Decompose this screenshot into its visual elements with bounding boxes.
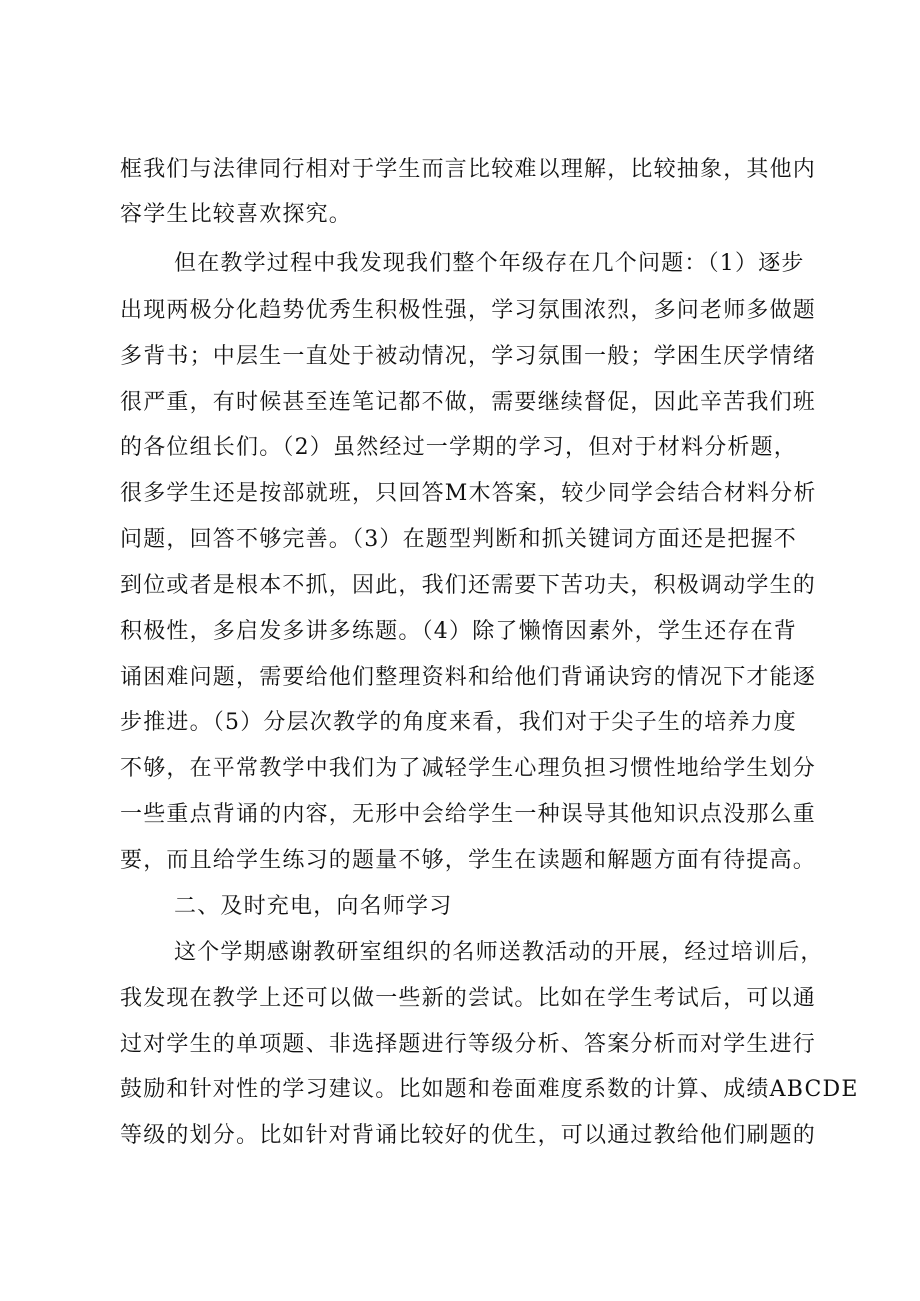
text-line: 步推进。（5）分层次教学的角度来看，我们对于尖子生的培养力度 [120,710,797,735]
text-line: 一些重点背诵的内容，无形中会给学生一种误导其他知识点没那么重 [120,802,817,827]
text-line: 鼓励和针对性的学习建议。比如题和卷面难度系数的计算、成绩ABCDE [120,1077,859,1102]
text-line: 框我们与法律同行相对于学生而言比较难以理解，比较抽象，其他内 [120,157,817,182]
text-line: 很严重，有时候甚至连笔记都不做，需要继续督促，因此辛苦我们班 [120,390,817,415]
text-line: 问题，回答不够完善。（3）在题型判断和抓关键词方面还是把握不 [120,527,797,552]
text-line: 很多学生还是按部就班，只回答M木答案，较少同学会结合材料分析 [120,481,817,506]
text-line: 等级的划分。比如针对背诵比较好的优生，可以通过教给他们刷题的 [120,1123,817,1148]
text-line: 我发现在教学上还可以做一些新的尝试。比如在学生考试后，可以通 [120,986,817,1011]
text-line: 诵困难问题，需要给他们整理资料和给他们背诵诀窍的情况下才能逐 [120,665,817,690]
text-line: 容学生比较喜欢探究。 [120,202,353,227]
text-line: 出现两极分化趋势优秀生积极性强，学习氛围浓烈，多问老师多做题 [120,298,817,323]
section-heading: 二、及时充电，向名师学习 [174,894,453,919]
text-line: 过对学生的单项题、非选择题进行等级分析、答案分析而对学生进行 [120,1032,817,1057]
text-line: 多背书；中层生一直处于被动情况，学习氛围一般；学困生厌学情绪 [120,344,817,369]
text-line: 到位或者是根本不抓，因此，我们还需要下苦功夫，积极调动学生的 [120,573,817,598]
text-line: 的各位组长们。（2）虽然经过一学期的学习，但对于材料分析题， [120,435,797,460]
paragraph-start-line: 但在教学过程中我发现我们整个年级存在几个问题：（1）逐步 [174,251,805,276]
paragraph-start-line: 这个学期感谢教研室组织的名师送教活动的开展，经过培训后， [174,940,824,965]
text-line: 积极性，多启发多讲多练题。（4）除了懒惰因素外，学生还存在背 [120,619,797,644]
text-line: 要，而且给学生练习的题量不够，学生在读题和解题方面有待提高。 [120,848,817,873]
text-line: 不够，在平常教学中我们为了减轻学生心理负担习惯性地给学生划分 [120,756,817,781]
